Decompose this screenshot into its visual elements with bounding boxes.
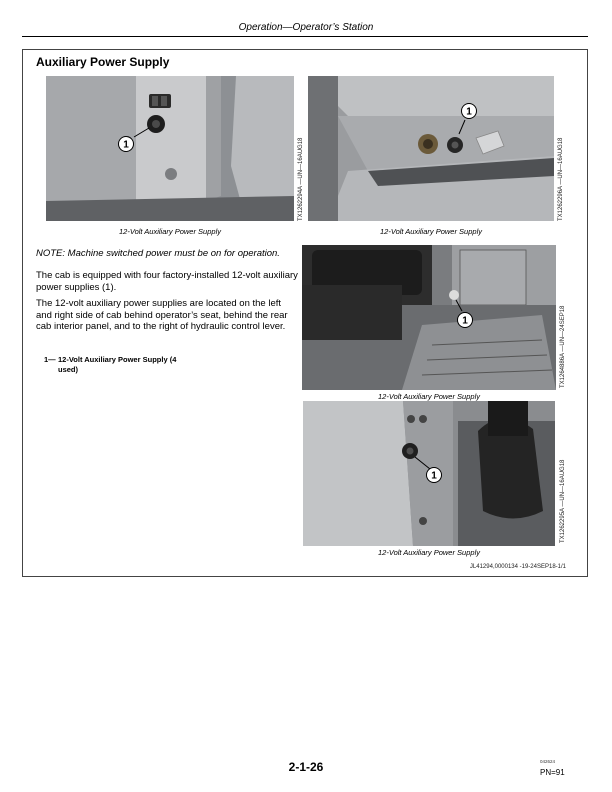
paragraph-supply-locations: The 12-volt auxiliary power supplies are located on the left and right side of cab behind operator’s seat, behind the rear cab interior panel, and to the right of hydraulic control lever. <box>36 298 288 332</box>
pn-number: PN=91 <box>540 768 565 777</box>
section-title: Auxiliary Power Supply <box>36 55 170 69</box>
header-divider <box>22 36 588 37</box>
figure-4-caption: 12-Volt Auxiliary Power Supply <box>378 548 480 557</box>
figure-1-code: TX1262294A —UN—16AUG18 <box>298 137 304 221</box>
figure-3-callout: 1 <box>462 315 468 327</box>
legend-text: 12-Volt Auxiliary Power Supply (4 used) <box>58 355 177 374</box>
document-reference: JL41294,0000134 -19-24SEP18-1/1 <box>469 564 566 570</box>
figure-4-photo <box>303 401 555 546</box>
figure-1-caption: 12-Volt Auxiliary Power Supply <box>119 227 221 236</box>
page-number: 2-1-26 <box>288 760 324 774</box>
legend-number: 1— <box>44 355 56 364</box>
figure-2-photo <box>308 76 554 221</box>
print-code: 042624 <box>540 759 556 764</box>
figure-2-callout: 1 <box>466 106 472 118</box>
note-text: NOTE: Machine switched power must be on for operation. <box>36 248 280 259</box>
figure-3-caption: 12-Volt Auxiliary Power Supply <box>378 392 480 401</box>
figure-2-code: TX1262296A —UN—16AUG18 <box>558 137 564 221</box>
paragraph-cab-supplies: The cab is equipped with four factory-installed 12-volt auxiliary power supplies (1). <box>36 270 298 293</box>
figure-3-code: TX1264886A —UN—24SEP18 <box>560 305 566 388</box>
figure-4-callout: 1 <box>431 470 437 482</box>
figure-1-photo <box>46 76 294 221</box>
figure-4-code: TX1262295A —UN—16AUG18 <box>560 459 566 543</box>
figure-2-caption: 12-Volt Auxiliary Power Supply <box>380 227 482 236</box>
figure-1-callout: 1 <box>123 139 129 151</box>
running-header: Operation—Operator’s Station <box>238 22 374 33</box>
figure-3-photo <box>302 245 556 390</box>
